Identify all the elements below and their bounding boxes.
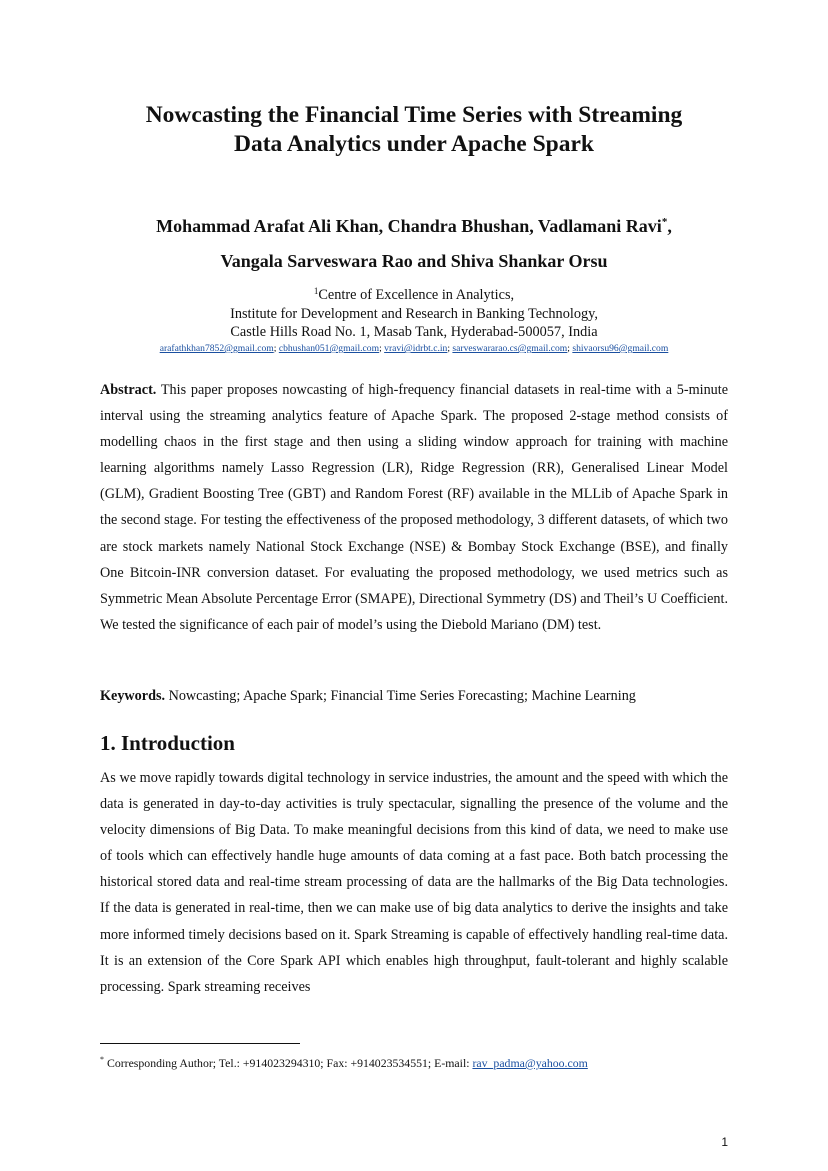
corresponding-author-mark: * — [661, 216, 668, 228]
affiliation-line-3: Castle Hills Road No. 1, Masab Tank, Hyderabad-500057, India — [230, 324, 598, 340]
keywords-text: Nowcasting; Apache Spark; Financial Time Series Forecasting; Machine Learning — [165, 688, 636, 704]
footnote-mark: * — [100, 1055, 104, 1064]
affiliation-centre: Centre of Excellence in Analytics, — [318, 287, 515, 303]
abstract-text: This paper proposes nowcasting of high-frequency financial datasets in real-time with a 5-minute interval using the streaming analytics feature of Apache Spark. The proposed 2-stage method consists of modelling chaos in the first stage and then using a sliding window approach for training with machine learning algorithms namely Lasso Regression (LR), Ridge Regression (RR), Generalised Linear Model (GLM), Gradient Boosting Tree (GBT) and Random Forest (RF) available in the MLLib of Apache Spark in the second stage. For testing the effectiveness of the proposed methodology, 3 different datasets, of which two are stock markets namely National Stock Exchange (NSE) & Bombay Stock Exchange (BSE), and finally One Bitcoin-INR conversion dataset. For evaluating the proposed methodology, we used metrics such as Symmetric Mean Absolute Percentage Error (SMAPE), Directional Symmetry (DS) and Theil’s U Coefficient. We tested the significance of each pair of model’s using the Diebold Mariano (DM) test. — [100, 382, 728, 633]
page-number: 1 — [721, 1135, 728, 1149]
email-separator: ; — [379, 343, 385, 354]
abstract-label: Abstract. — [100, 382, 157, 398]
email-link[interactable]: arafathkhan7852@gmail.com — [159, 343, 274, 354]
email-separator: ; — [567, 343, 573, 354]
email-link[interactable]: sarveswararao.cs@gmail.com — [452, 343, 568, 354]
author-list — [60, 209, 768, 279]
email-separator: ; — [447, 343, 453, 354]
footnote-email-link[interactable]: rav_padma@yahoo.com — [472, 1056, 588, 1070]
footnote-text: Corresponding Author; Tel.: +914023294310; Fax: +914023534551; E-mail: — [104, 1056, 473, 1070]
author-emails — [60, 342, 768, 355]
keywords — [100, 684, 728, 708]
affiliation-mark: 1 — [313, 286, 319, 296]
title-line-2: Data Analytics under Apache Spark — [234, 131, 594, 157]
affiliation — [60, 286, 768, 342]
title-line-1: Nowcasting the Financial Time Series with Streaming — [145, 102, 683, 128]
authors-names-1: Mohammad Arafat Ali Khan, Chandra Bhushan, Vadlamani Ravi — [156, 216, 662, 236]
authors-line-2: Vangala Sarveswara Rao and Shiva Shankar Orsu — [220, 251, 608, 271]
email-separator: ; — [273, 343, 279, 354]
introduction-paragraph: As we move rapidly towards digital technology in service industries, the amount and the speed with which the data is generated in day-to-day activities is truly spectacular, signalling the presence of the volume and the velocity dimensions of Big Data. To make meaningful decisions from this kind of data, we need to make use of tools which can effectively handle huge amounts of data coming at a fast pace. Both batch processing the historical stored data and real-time stream processing of data are the hallmarks of the Big Data technologies. If the data is generated in real-time, then we can make use of big data analytics to derive the insights and take more informed timely decisions based on it. Spark Streaming is capable of effectively handling real-time data. It is an extension of the Core Spark API which enables high throughput, fault-tolerant and highly scalable processing. Spark streaming receives — [100, 770, 728, 995]
email-link[interactable]: cbhushan051@gmail.com — [278, 343, 380, 354]
keywords-label: Keywords. — [100, 688, 166, 704]
footnote — [100, 1056, 728, 1071]
email-link[interactable]: shivaorsu96@gmail.com — [572, 343, 669, 354]
authors-comma: , — [667, 216, 672, 236]
paper-title — [60, 101, 768, 159]
affiliation-line-2: Institute for Development and Research in Banking Technology, — [230, 305, 598, 322]
footnote-divider — [100, 1043, 300, 1044]
authors-line-1 — [60, 209, 768, 244]
abstract — [100, 377, 728, 638]
section-heading: 1. Introduction — [100, 731, 235, 755]
affiliation-line-1 — [60, 286, 768, 305]
email-link[interactable]: vravi@idrbt.c.in — [384, 343, 448, 354]
